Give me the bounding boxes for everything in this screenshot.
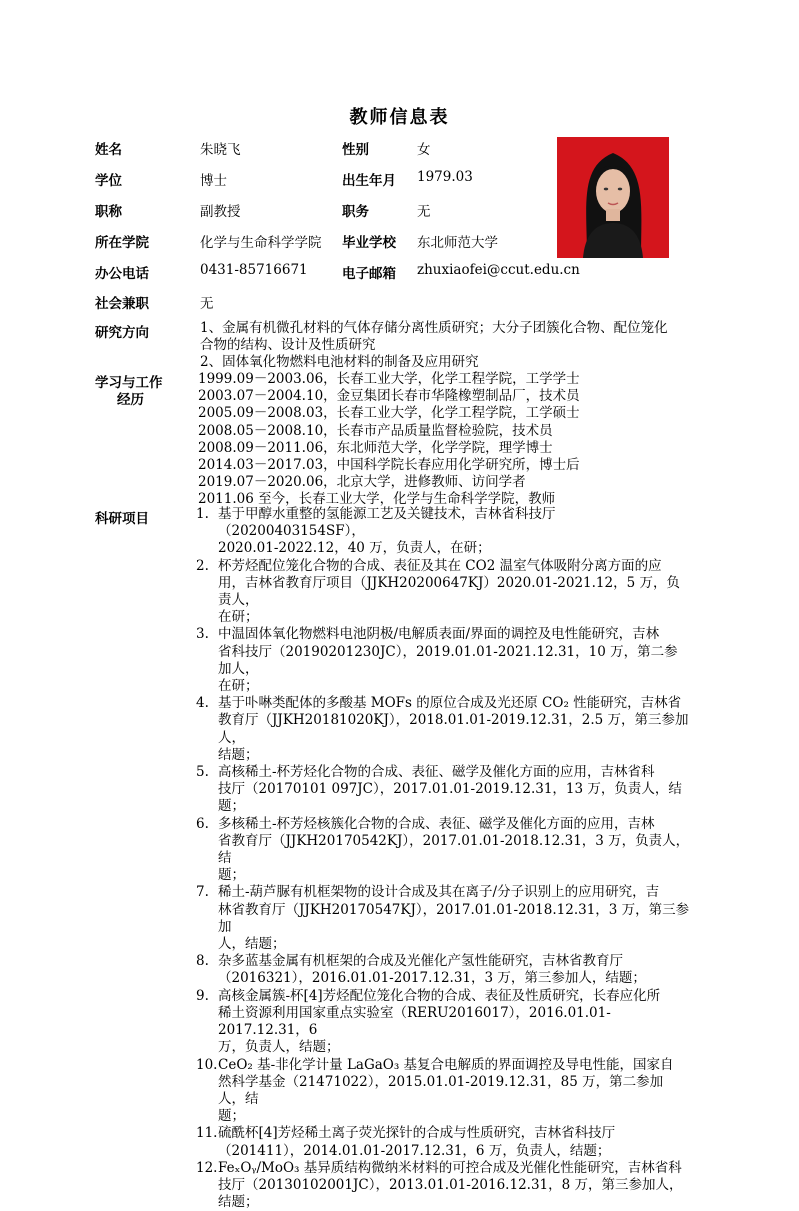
- college-value: 化学与生命科学学院: [200, 235, 322, 251]
- document-title: 教师信息表: [349, 107, 450, 128]
- project-line: 在研；: [218, 678, 259, 695]
- project-line: 万，负责人，结题；: [218, 1039, 340, 1056]
- gender-label: 性别: [342, 142, 369, 158]
- project-line: 2020.01-2022.12，40 万，负责人，在研；: [218, 540, 491, 557]
- experience-line: 1999.09－2003.06，长春工业大学，化学工程学院，工学学士: [198, 371, 580, 387]
- project-number: 6.: [196, 815, 209, 832]
- project-item: [196, 626, 690, 695]
- project-line: 在研；: [218, 609, 259, 626]
- project-line: FeₓOᵧ/MoO₃ 基异质结构微纳米材料的可控合成及光催化性能研究，吉林省科: [218, 1159, 682, 1176]
- project-line: 基于甲醇水重整的氢能源工艺及关键技术，吉林省科技厅（20200403154SF），: [218, 506, 556, 540]
- research-line: 2、固体氧化物燃料电池材料的制备及应用研究: [200, 354, 479, 371]
- project-item: [196, 1160, 690, 1211]
- portrait-image: [557, 137, 669, 258]
- project-line: 技厅（20170101 097JC），2017.01.01-2019.12.31，13 万，负责人，结题；: [218, 781, 682, 815]
- project-line: 杂多蓝基金属有机框架的合成及光催化产氢性能研究，吉林省教育厅: [218, 953, 623, 970]
- experience-line: 2014.03－2017.03，中国科学院长春应用化学研究所，博士后: [198, 457, 580, 474]
- project-line: 高核稀土-杯芳烃化合物的合成、表征、磁学及催化方面的应用，吉林省科: [218, 764, 655, 781]
- project-line: 题；: [218, 867, 245, 884]
- title-value: 副教授: [200, 204, 241, 220]
- project-line: 林省教育厅（JJKH20170547KJ），2017.01.01-2018.12.31，3 万，第三参加: [218, 901, 690, 935]
- projects-label: 科研项目: [95, 511, 149, 527]
- post-value: 无: [417, 204, 431, 220]
- research-line: 1、金属有机微孔材料的气体存储分离性质研究；大分子团簇化合物、配位笼化: [200, 320, 668, 336]
- name-label: 姓名: [95, 142, 122, 158]
- email-label: 电子邮箱: [342, 266, 396, 282]
- project-line: 稀土-葫芦脲有机框架物的设计合成及其在离子/分子识别上的应用研究，吉: [218, 884, 660, 901]
- project-line: 教育厅（JJKH20181020KJ），2018.01.01-2019.12.31，2.5 万，第三参加人，: [218, 712, 689, 746]
- project-line: 高核金属簇-杯[4]芳烃配位笼化合物的合成、表征及性质研究，长春应化所: [218, 987, 661, 1004]
- birth-value: 1979.03: [417, 169, 473, 185]
- project-item: [196, 764, 690, 816]
- project-line: 中温固体氧化物燃料电池阴极/电解质表面/界面的调控及电性能研究，吉林: [218, 626, 660, 643]
- project-item: [196, 1057, 690, 1126]
- portrait-photo: [557, 137, 669, 258]
- project-line: 基于卟啉类配体的多酸基 MOFs 的原位合成及光还原 CO₂ 性能研究，吉林省: [218, 695, 682, 712]
- project-item: [196, 695, 690, 764]
- project-line: CeO₂ 基-非化学计量 LaGaO₃ 基复合电解质的界面调控及导电性能，国家自: [218, 1056, 674, 1073]
- experience-label-2: 经历: [117, 392, 144, 408]
- phone-value: 0431-85716671: [200, 262, 308, 278]
- project-line: 省教育厅（JJKH20170542KJ），2017.01.01-2018.12.31，3 万，负责人，结: [218, 832, 690, 867]
- graduated-value: 东北师范大学: [417, 235, 498, 251]
- post-label: 职务: [342, 204, 369, 220]
- birth-label: 出生年月: [342, 173, 396, 189]
- project-number: 11.: [196, 1125, 218, 1142]
- project-line: 然科学基金（21471022），2015.01.01-2019.12.31，85 万，第二参加人，结: [218, 1073, 664, 1107]
- project-number: 5.: [196, 764, 209, 781]
- project-item: [196, 506, 690, 558]
- project-line: 题；: [218, 1108, 245, 1125]
- experience-line: 2011.06 至今，长春工业大学，化学与生命科学学院，教师: [198, 491, 556, 508]
- name-value: 朱晓飞: [200, 142, 241, 158]
- experience-line: 2003.07－2004.10，金豆集团长春市华隆橡塑制品厂，技术员: [198, 388, 580, 405]
- project-number: 2.: [196, 557, 209, 574]
- project-line: 多核稀土-杯芳烃核簇化合物的合成、表征、磁学及催化方面的应用，吉林: [218, 815, 655, 832]
- college-label: 所在学院: [95, 235, 149, 251]
- projects-list: [196, 506, 690, 1211]
- project-item: [196, 988, 690, 1057]
- degree-value: 博士: [200, 173, 227, 189]
- part-time-label: 社会兼职: [95, 296, 149, 312]
- project-number: 9.: [196, 987, 209, 1004]
- project-number: 7.: [196, 884, 209, 901]
- experience-line: 2005.09－2008.03，长春工业大学，化学工程学院，工学硕士: [198, 405, 580, 422]
- project-line: 技厅（20130102001JC），2013.01.01-2016.12.31，8 万，第三参加人，结题；: [218, 1176, 683, 1211]
- experience-line: 2019.07－2020.06，北京大学，进修教师、访问学者: [198, 474, 526, 491]
- email-value: zhuxiaofei@ccut.edu.cn: [417, 262, 580, 278]
- project-item: [196, 1125, 690, 1159]
- project-number: 4.: [196, 695, 209, 712]
- project-item: [196, 884, 690, 953]
- project-item: [196, 558, 690, 627]
- gender-value: 女: [417, 142, 431, 158]
- project-line: 硫酰杯[4]芳烃稀土离子荧光探针的合成与性质研究，吉林省科技厅: [218, 1125, 616, 1142]
- project-number: 10.: [196, 1056, 218, 1073]
- research-label: 研究方向: [95, 325, 149, 341]
- degree-label: 学位: [95, 173, 122, 189]
- project-number: 8.: [196, 953, 209, 970]
- project-line: 人，结题；: [218, 936, 286, 953]
- experience-block: [198, 371, 698, 509]
- projects-block: [196, 506, 690, 1211]
- project-item: [196, 953, 690, 987]
- graduated-label: 毕业学校: [342, 235, 396, 251]
- experience-line: 2008.05－2008.10，长春市产品质量监督检验院，技术员: [198, 422, 553, 439]
- project-line: 结题；: [218, 746, 259, 763]
- project-line: （201411），2014.01.01-2017.12.31，6 万，负责人，结题；: [218, 1142, 611, 1159]
- research-line: 合物的结构、设计及性质研究: [200, 337, 376, 354]
- project-number: 12.: [196, 1159, 218, 1176]
- project-line: 杯芳烃配位笼化合物的合成、表征及其在 CO2 温室气体吸附分离方面的应: [218, 557, 662, 574]
- project-line: （2016321），2016.01.01-2017.12.31，3 万，第三参加人，结题；: [218, 970, 646, 987]
- project-line: 稀土资源利用国家重点实验室（RERU2016017），2016.01.01-2017.12.31，6: [218, 1004, 611, 1039]
- project-item: [196, 816, 690, 885]
- phone-label: 办公电话: [95, 266, 149, 282]
- research-block: [200, 320, 700, 372]
- title-label: 职称: [95, 204, 122, 220]
- project-number: 3.: [196, 626, 209, 643]
- project-line: 省科技厅（20190201230JC），2019.01.01-2021.12.31，10 万，第二参加人，: [218, 643, 678, 677]
- experience-line: 2008.09－2011.06，东北师范大学，化学学院，理学博士: [198, 439, 553, 456]
- project-line: 用，吉林省教育厅项目（JJKH20200647KJ）2020.01-2021.12，5 万，负责人，: [218, 574, 680, 609]
- project-number: 1.: [196, 506, 209, 522]
- part-time-value: 无: [200, 296, 214, 312]
- experience-label-1: 学习与工作: [95, 375, 163, 391]
